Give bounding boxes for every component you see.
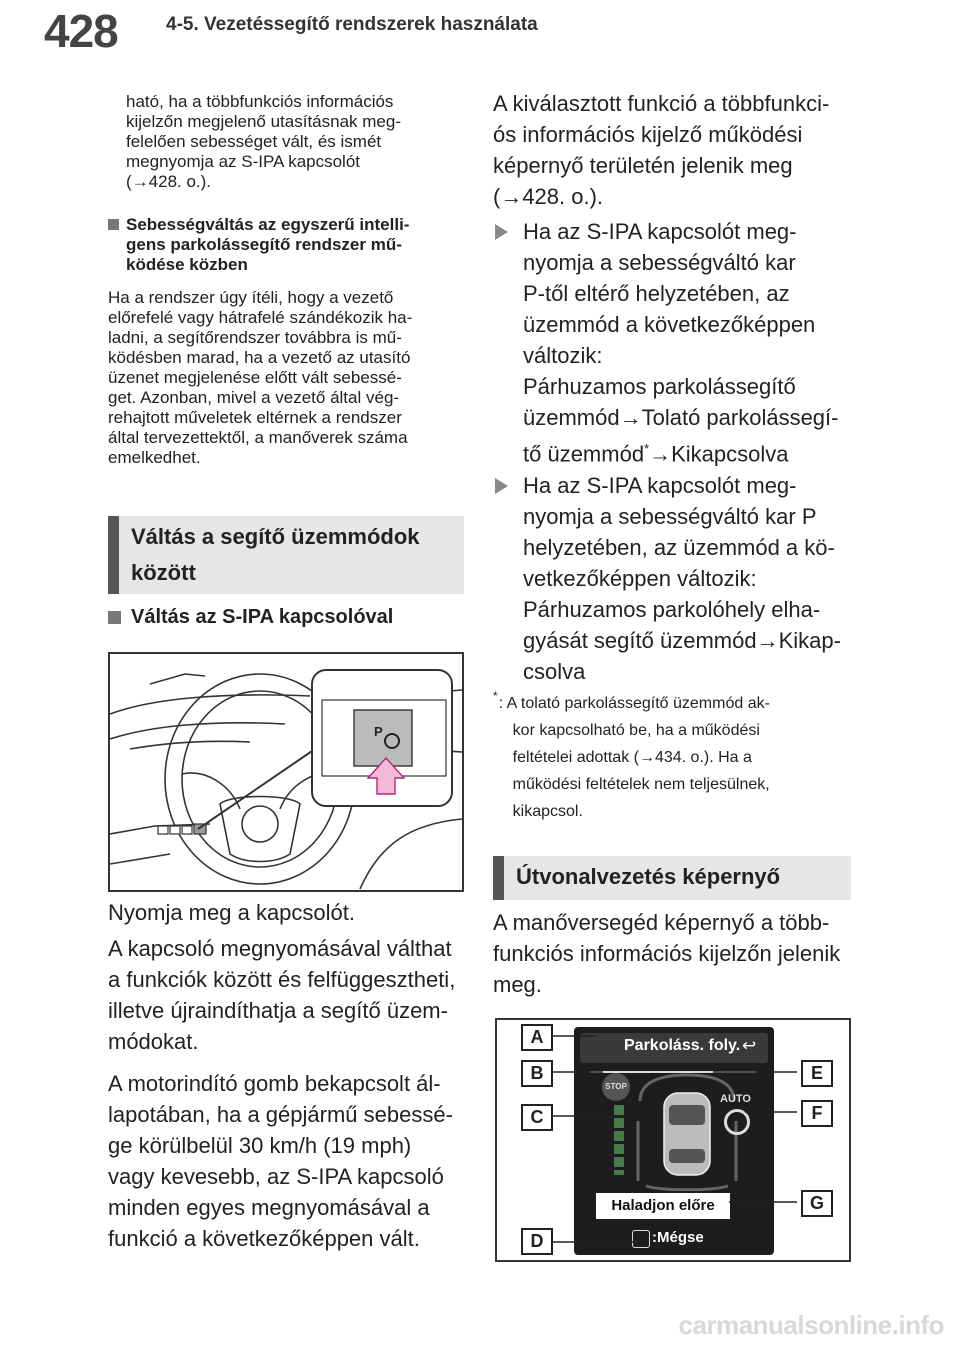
text-line: ós információs kijelző működési <box>493 122 803 147</box>
speed-paragraph <box>108 1068 466 1254</box>
text-line: ködése közben <box>126 255 248 274</box>
callout-label-f: F <box>801 1100 833 1127</box>
dashboard-illustration <box>110 654 462 890</box>
footnote-marker: * <box>493 689 498 703</box>
callout-label-g: G <box>801 1190 833 1217</box>
dashboard-figure <box>108 652 464 892</box>
auto-label: AUTO <box>720 1093 751 1105</box>
text-line: felelően sebességet vált, és ismét <box>126 132 382 151</box>
callout-lines <box>497 1020 851 1262</box>
text-line: Váltás a segítő üzemmódok <box>131 524 420 549</box>
text-line: Párhuzamos parkolássegítő <box>523 374 796 399</box>
text-line: A manőversegéd képernyő a több- <box>493 910 830 935</box>
text-line: ladni, a segítőrendszer továbbra is mű- <box>108 328 402 347</box>
cancel-label: :Mégse <box>652 1229 704 1246</box>
text-line: előrefelé vagy hátrafelé szándékozik ha- <box>108 308 413 327</box>
back-icon: ↩ <box>742 1036 757 1055</box>
text-line: tő üzemmód*→Kikapcsolva <box>523 441 789 467</box>
square-bullet-icon <box>108 219 119 230</box>
text-line: kikapcsol. <box>512 803 583 820</box>
guidance-paragraph <box>493 907 853 1000</box>
guidance-display-figure <box>495 1018 851 1262</box>
text-line: üzemmód→Tolató parkolássegí- <box>523 405 839 430</box>
intro-paragraph <box>126 92 466 192</box>
bullet-not-in-p <box>493 216 853 469</box>
callout-label-d: D <box>521 1228 553 1255</box>
text-line: változik: <box>523 343 603 368</box>
bullet-in-p <box>493 470 853 687</box>
text-line: ható, ha a többfunkciós információs <box>126 92 394 111</box>
subheading-gear-shift <box>108 215 466 275</box>
instruction-message: Haladjon előre <box>596 1193 730 1219</box>
text-line: nyomja a sebességváltó kar <box>523 250 796 275</box>
chapter-title: 4-5. Vezetéssegítő rendszerek használata <box>166 14 538 35</box>
text-line: által tervezettektől, a manőverek száma <box>108 428 408 447</box>
subheading-sipa-switch: Váltás az S-IPA kapcsolóval <box>108 605 466 629</box>
text-line: a funkciók között és felfüggesztheti, <box>108 967 456 992</box>
footnote <box>493 690 853 825</box>
function-display-paragraph <box>493 88 853 212</box>
text-line: megnyomja az S-IPA kapcsolót <box>126 152 361 171</box>
text-line: gens parkolássegítő rendszer mű- <box>126 235 402 254</box>
watermark: carmanualsonline.info <box>678 1310 944 1340</box>
text-line: képernyő területén jelenik meg <box>493 153 793 178</box>
figure-caption: Nyomja meg a kapcsolót. <box>108 900 355 925</box>
text-line: minden egyes megnyomásával a <box>108 1195 430 1220</box>
triangle-bullet-icon <box>495 478 508 494</box>
section-heading-mode-switch <box>108 516 464 594</box>
text-line: emelkedhet. <box>108 448 201 467</box>
text-line: működési feltételek nem teljesülnek, <box>512 776 770 793</box>
text-line: funkciós információs kijelzőn jelenik <box>493 941 841 966</box>
text-line: vetkezőképpen változik: <box>523 566 757 591</box>
text-line: A kiválasztott funkció a többfunkci- <box>493 91 830 116</box>
text-line: Ha az S-IPA kapcsolót meg- <box>523 473 797 498</box>
text-line: funkció a következőképpen vált. <box>108 1226 420 1251</box>
gear-shift-paragraph <box>108 288 466 468</box>
text-line: A motorindító gomb bekapcsolt ál- <box>108 1071 441 1096</box>
text-line: helyzetében, az üzemmód a kö- <box>523 535 835 560</box>
footnote-marker: * <box>644 441 650 456</box>
triangle-bullet-icon <box>495 224 508 240</box>
text-line: (→428. o.). <box>493 184 604 209</box>
text-line: rehajtott műveletek eltérnek a rendszer <box>108 408 402 427</box>
parking-switch-label: P <box>374 724 383 739</box>
callout-label-b: B <box>521 1060 553 1087</box>
text-line: Ha a rendszer úgy ítéli, hogy a vezető <box>108 288 394 307</box>
text-line: P-től eltérő helyzetében, az <box>523 281 790 306</box>
text-line: meg. <box>493 972 542 997</box>
text-line: között <box>131 560 196 585</box>
square-bullet-icon <box>108 611 121 624</box>
display-title: Parkoláss. foly. <box>624 1037 741 1054</box>
text-line: ködésben marad, ha a vezető az utasító <box>108 348 411 367</box>
text-line: : A tolató parkolássegítő üzemmód ak- <box>498 695 770 712</box>
text-line: lapotában, ha a gépjármű sebessé- <box>108 1102 453 1127</box>
text-line: csolva <box>523 659 586 684</box>
section-heading-guidance-screen: Útvonalvezetés képernyő <box>493 856 851 900</box>
text-line: vagy kevesebb, az S-IPA kapcsoló <box>108 1164 444 1189</box>
text-line: illetve újraindíthatja a segítő üzem- <box>108 998 448 1023</box>
switch-paragraph <box>108 933 466 1057</box>
text-line: ge körülbelül 30 km/h (19 mph) <box>108 1133 412 1158</box>
text-line: kijelzőn megjelenő utasításnak meg- <box>126 112 401 131</box>
text-line: gyását segítő üzemmód→Kikap- <box>523 628 841 653</box>
text-line: Sebességváltás az egyszerű intelli- <box>126 215 410 234</box>
text-line: (→428. o.). <box>126 172 212 191</box>
callout-label-a: A <box>521 1024 553 1051</box>
text-line: módokat. <box>108 1029 199 1054</box>
text-line: get. Azonban, mivel a vezető által vég- <box>108 388 400 407</box>
text-line: nyomja a sebességváltó kar P <box>523 504 817 529</box>
text-line: üzenet megjelenése előtt vált sebessé- <box>108 368 402 387</box>
text-line: Párhuzamos parkolóhely elha- <box>523 597 821 622</box>
text-line: üzemmód a következőképpen <box>523 312 816 337</box>
page-number: 428 <box>44 5 118 57</box>
callout-label-c: C <box>521 1104 553 1131</box>
text-line: feltételei adottak (→434. o.). Ha a <box>512 749 752 766</box>
callout-label-e: E <box>801 1060 833 1087</box>
text-line: kor kapcsolható be, ha a működési <box>512 722 760 739</box>
text-line: A kapcsoló megnyomásával válthat <box>108 936 452 961</box>
text-line: Ha az S-IPA kapcsolót meg- <box>523 219 797 244</box>
stop-icon: STOP <box>602 1073 630 1101</box>
